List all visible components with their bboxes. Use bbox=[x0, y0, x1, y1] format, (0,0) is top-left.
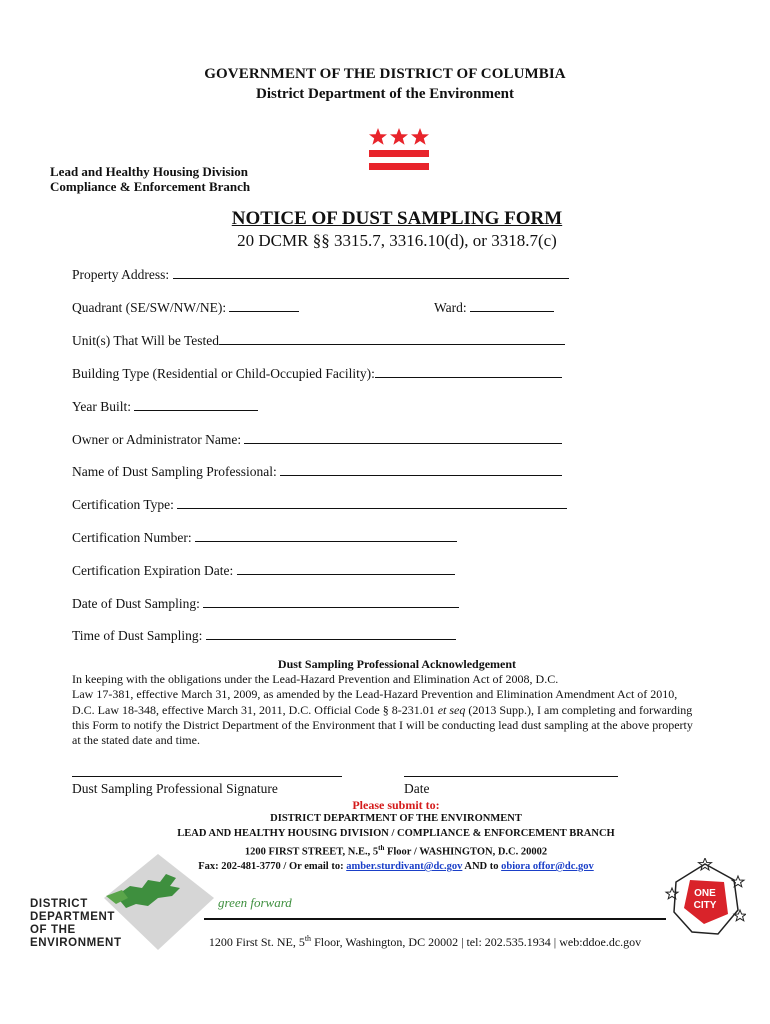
certification-type-label: Certification Type: bbox=[72, 497, 174, 512]
footer-ordinal: th bbox=[304, 934, 312, 943]
street-part: 1200 FIRST STREET, N.E., 5 bbox=[244, 846, 379, 858]
certification-number-input[interactable] bbox=[195, 528, 457, 542]
year-built-label: Year Built: bbox=[72, 399, 132, 414]
quadrant-input[interactable] bbox=[229, 298, 299, 312]
branch-line: Compliance & Enforcement Branch bbox=[50, 179, 251, 194]
footer-address bbox=[0, 934, 770, 950]
sampling-time-label: Time of Dust Sampling: bbox=[72, 628, 203, 643]
division-name bbox=[50, 164, 250, 194]
certification-type-field bbox=[72, 495, 567, 513]
email-link-offor[interactable]: obiora offor@dc.gov bbox=[501, 861, 594, 872]
sampling-date-label: Date of Dust Sampling: bbox=[72, 596, 200, 611]
acknowledgement-text bbox=[72, 672, 732, 748]
email-link-sturdivant[interactable]: amber.sturdivant@dc.gov bbox=[346, 861, 463, 872]
owner-field bbox=[72, 430, 562, 448]
certification-type-input[interactable] bbox=[177, 495, 567, 509]
certification-expiration-field bbox=[72, 561, 455, 579]
dc-flag-icon bbox=[368, 126, 430, 174]
one-city-line1: ONE bbox=[694, 888, 716, 899]
units-input[interactable] bbox=[219, 331, 565, 345]
and-to-text: AND to bbox=[462, 861, 502, 872]
logo-line: OF THE bbox=[30, 924, 76, 936]
quadrant-field bbox=[72, 298, 299, 316]
date-line[interactable] bbox=[404, 776, 618, 777]
government-title: GOVERNMENT OF THE DISTRICT OF COLUMBIA bbox=[204, 66, 566, 82]
property-address-input[interactable] bbox=[173, 265, 569, 279]
certification-number-field bbox=[72, 528, 457, 546]
acknowledgement-line: at the stated date and time. bbox=[72, 733, 200, 748]
owner-input[interactable] bbox=[244, 430, 562, 444]
signature-line[interactable] bbox=[72, 776, 342, 777]
acknowledgement-text-part: D.C. Law 18-348, effective March 31, 2011, D.C. Official Code § 8-231.01 bbox=[72, 702, 438, 717]
year-built-input[interactable] bbox=[134, 397, 258, 411]
one-city-line2: CITY bbox=[693, 900, 717, 911]
street-ordinal: th bbox=[378, 844, 385, 852]
division-line: Lead and Healthy Housing Division bbox=[50, 164, 248, 179]
footer-divider bbox=[204, 918, 666, 920]
property-address-label: Property Address: bbox=[72, 267, 170, 282]
acknowledgement-italic: et seq bbox=[437, 702, 466, 717]
department-title: District Department of the Environment bbox=[255, 86, 514, 102]
ward-input[interactable] bbox=[470, 298, 554, 312]
signature-label: Dust Sampling Professional Signature bbox=[72, 781, 278, 796]
form-citation: 20 DCMR §§ 3315.7, 3316.10(d), or 3318.7(c) bbox=[237, 231, 557, 250]
acknowledgement-line: Law 17-381, effective March 31, 2009, as amended by the Lead-Hazard Prevention and Elimination Amendment Act of 2010, bbox=[72, 687, 678, 702]
one-city-logo-icon bbox=[664, 858, 746, 940]
year-built-field bbox=[72, 397, 258, 415]
submission-org: DISTRICT DEPARTMENT OF THE ENVIRONMENT bbox=[270, 813, 522, 824]
professional-name-input[interactable] bbox=[280, 462, 562, 476]
units-label: Unit(s) That Will be Tested bbox=[72, 333, 219, 348]
fax-text: Fax: 202-481-3770 / Or email to: bbox=[198, 861, 347, 872]
professional-name-field bbox=[72, 462, 562, 480]
green-forward-tagline: green forward bbox=[218, 895, 292, 910]
quadrant-label: Quadrant (SE/SW/NW/NE): bbox=[72, 300, 227, 315]
footer-address-part: 1200 First St. NE, 5 bbox=[208, 935, 305, 949]
certification-expiration-label: Certification Expiration Date: bbox=[72, 563, 234, 578]
form-title: NOTICE OF DUST SAMPLING FORM bbox=[231, 208, 563, 229]
professional-name-label: Name of Dust Sampling Professional: bbox=[72, 464, 277, 479]
footer-address-part: Floor, Washington, DC 20002 | tel: 202.535.1934 | web:ddoe.dc.gov bbox=[311, 935, 642, 949]
sampling-date-input[interactable] bbox=[203, 594, 459, 608]
sampling-time-field bbox=[72, 626, 456, 644]
logo-line: DISTRICT bbox=[30, 898, 88, 910]
acknowledgement-text-part: (2013 Supp.), I am completing and forwarding bbox=[465, 702, 693, 717]
acknowledgement-line: In keeping with the obligations under the Lead-Hazard Prevention and Elimination Act of 2008, D.C. bbox=[72, 672, 559, 686]
acknowledgement-line: this Form to notify the District Department of the Environment that I will be conducting lead dust sampling at the above property bbox=[72, 717, 693, 732]
certification-number-label: Certification Number: bbox=[72, 530, 192, 545]
date-label: Date bbox=[404, 781, 430, 796]
building-type-input[interactable] bbox=[375, 364, 562, 378]
building-type-label: Building Type (Residential or Child-Occupied Facility): bbox=[72, 366, 375, 381]
sampling-date-field bbox=[72, 594, 459, 612]
submit-heading: Please submit to: bbox=[352, 798, 440, 812]
logo-line: DEPARTMENT bbox=[30, 911, 116, 923]
ward-label: Ward: bbox=[434, 300, 467, 315]
logo-line: ENVIRONMENT bbox=[30, 937, 122, 949]
ward-field bbox=[434, 298, 554, 316]
building-type-field bbox=[72, 364, 562, 382]
units-field bbox=[72, 331, 565, 349]
street-part: Floor / WASHINGTON, D.C. 20002 bbox=[384, 846, 548, 858]
property-address-field bbox=[72, 265, 569, 283]
submission-division: LEAD AND HEALTHY HOUSING DIVISION / COMPLIANCE & ENFORCEMENT BRANCH bbox=[177, 827, 615, 839]
acknowledgement-heading: Dust Sampling Professional Acknowledgement bbox=[277, 657, 517, 671]
owner-label: Owner or Administrator Name: bbox=[72, 432, 242, 447]
sampling-time-input[interactable] bbox=[206, 626, 456, 640]
acknowledgement-line bbox=[72, 703, 732, 718]
certification-expiration-input[interactable] bbox=[237, 561, 455, 575]
